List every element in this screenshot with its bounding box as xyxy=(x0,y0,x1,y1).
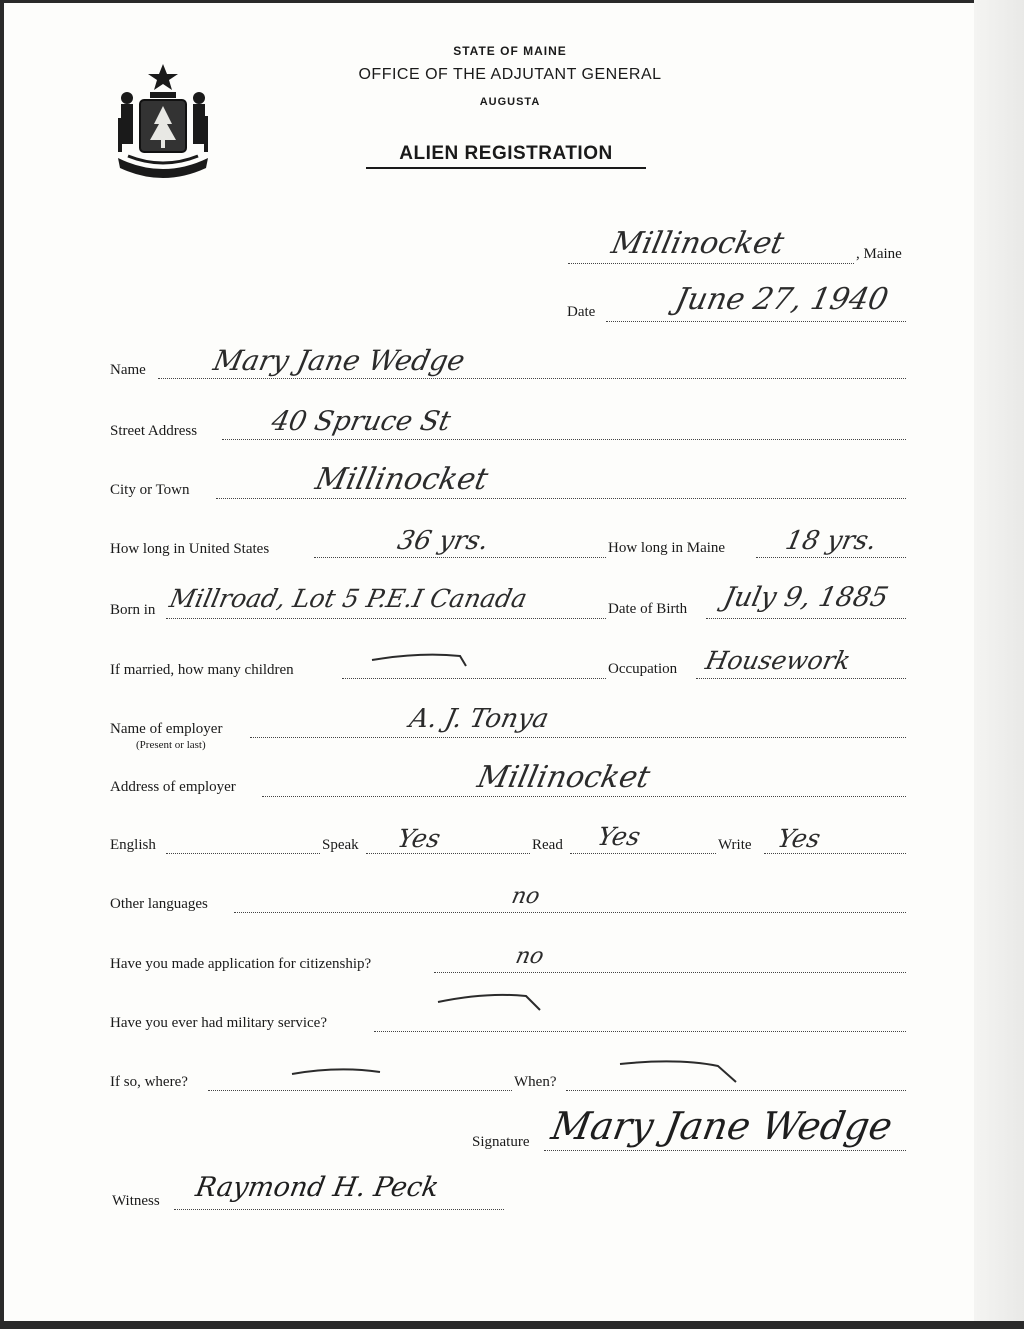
date-of-birth-value: July 9, 1885 xyxy=(720,582,892,613)
form-title: ALIEN REGISTRATION xyxy=(366,143,646,169)
occupation-line xyxy=(696,677,906,679)
town-value: Millinocket xyxy=(608,226,788,261)
other-languages-value: no xyxy=(509,884,543,909)
occupation-value: Housework xyxy=(702,646,854,675)
street-value: 40 Spruce St xyxy=(268,406,454,437)
citizenship-label: Have you made application for citizenship? xyxy=(110,956,372,972)
employer-label: Name of employer xyxy=(110,721,223,737)
city-label: City or Town xyxy=(110,482,190,498)
speak-label: Speak xyxy=(322,837,359,853)
military-blank-dash xyxy=(436,990,546,1014)
children-line xyxy=(342,677,606,679)
citizenship-value: no xyxy=(513,944,547,969)
how-long-maine-label: How long in Maine xyxy=(608,540,726,556)
military-line xyxy=(374,1030,906,1032)
military-label: Have you ever had military service? xyxy=(110,1015,327,1031)
citizenship-line xyxy=(434,971,906,973)
employer-address-value: Millinocket xyxy=(474,760,654,795)
maine-label: , Maine xyxy=(856,246,902,262)
other-languages-label: Other languages xyxy=(110,896,208,912)
where-line xyxy=(208,1089,512,1091)
where-blank-dash xyxy=(290,1064,386,1082)
name-value: Mary Jane Wedge xyxy=(210,344,468,377)
read-value: Yes xyxy=(594,822,644,851)
town-line xyxy=(568,262,854,264)
how-long-us-value: 36 yrs. xyxy=(394,526,492,556)
how-long-us-label: How long in United States xyxy=(110,541,270,557)
children-blank-dash xyxy=(370,650,470,670)
children-label: If married, how many children xyxy=(110,662,294,678)
employer-address-line xyxy=(262,795,906,797)
employer-line xyxy=(250,736,906,738)
employer-address-label: Address of employer xyxy=(110,779,236,795)
witness-value: Raymond H. Peck xyxy=(193,1172,442,1203)
scan-edge-left xyxy=(0,0,4,1329)
signature-line xyxy=(544,1149,906,1151)
witness-line xyxy=(174,1208,504,1210)
when-blank-dash xyxy=(618,1056,742,1086)
how-long-us-line xyxy=(314,556,606,558)
date-value: June 27, 1940 xyxy=(672,282,892,317)
city-heading: AUGUSTA xyxy=(479,96,541,108)
born-in-line xyxy=(166,617,606,619)
state-heading: STATE OF MAINE xyxy=(453,44,567,58)
english-label: English xyxy=(110,837,156,853)
name-label: Name xyxy=(110,362,146,378)
born-in-value: Millroad, Lot 5 P.E.I Canada xyxy=(166,584,530,613)
when-line xyxy=(566,1089,906,1091)
city-line xyxy=(216,497,906,499)
born-in-label: Born in xyxy=(110,602,156,618)
maine-state-seal-icon xyxy=(110,58,216,186)
witness-label: Witness xyxy=(112,1193,160,1209)
write-value: Yes xyxy=(774,824,824,853)
signature-value: Mary Jane Wedge xyxy=(548,1104,896,1148)
write-label: Write xyxy=(718,837,752,853)
speak-line xyxy=(366,852,530,854)
date-of-birth-label: Date of Birth xyxy=(608,601,688,617)
date-label: Date xyxy=(567,304,596,320)
street-label: Street Address xyxy=(110,423,198,439)
employer-value: A. J. Tonya xyxy=(406,704,552,734)
scan-edge-bottom xyxy=(0,1321,1024,1329)
speak-value: Yes xyxy=(394,824,444,853)
other-languages-line xyxy=(234,911,906,913)
english-line xyxy=(166,852,320,854)
city-value: Millinocket xyxy=(312,462,492,497)
how-long-maine-line xyxy=(756,556,906,558)
date-line xyxy=(606,320,906,322)
occupation-label: Occupation xyxy=(608,661,678,677)
read-label: Read xyxy=(532,837,563,853)
scan-edge-right xyxy=(974,0,1024,1329)
how-long-maine-value: 18 yrs. xyxy=(782,526,880,556)
employer-sublabel: (Present or last) xyxy=(136,739,206,751)
read-line xyxy=(570,852,716,854)
street-line xyxy=(222,438,906,440)
office-heading: OFFICE OF THE ADJUTANT GENERAL xyxy=(358,66,662,83)
when-label: When? xyxy=(514,1074,557,1090)
where-label: If so, where? xyxy=(110,1074,188,1090)
scan-edge-top xyxy=(0,0,1024,3)
signature-label: Signature xyxy=(472,1134,530,1150)
name-line xyxy=(158,377,906,379)
date-of-birth-line xyxy=(706,617,906,619)
